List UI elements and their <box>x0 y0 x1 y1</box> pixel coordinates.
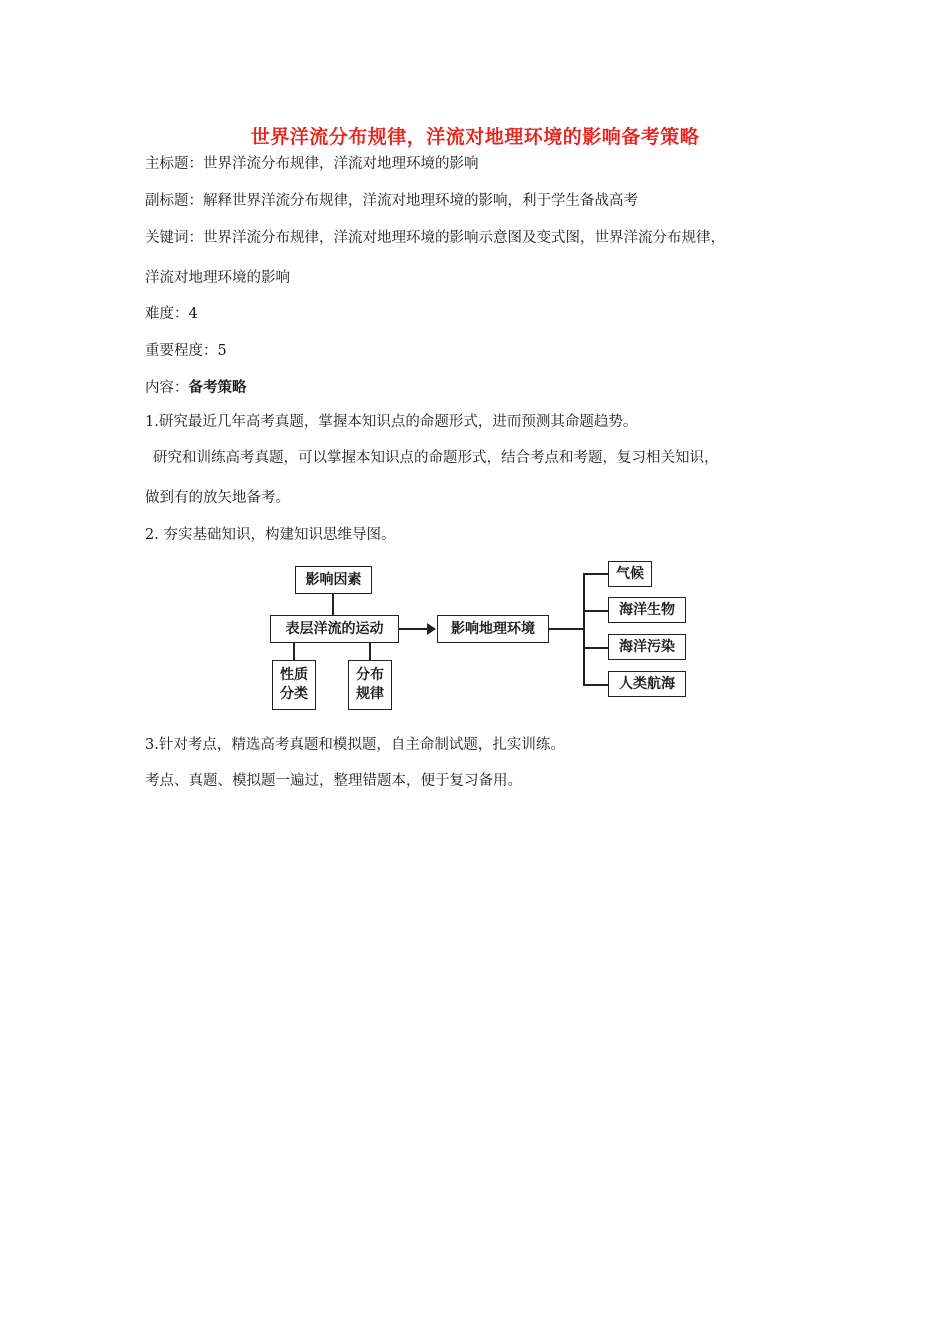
connector-line <box>369 643 371 660</box>
section-1-body-line-1: 研究和训练高考真题，可以掌握本知识点的命题形式，结合考点和考题，复习相关知识， <box>153 450 719 466</box>
distribution-label-line-2: 规律 <box>356 686 384 702</box>
factors-box: 影响因素 <box>295 566 372 594</box>
nature-label-line-1: 性质 <box>280 667 308 683</box>
subtitle-line: 副标题：解释世界洋流分布规律，洋流对地理环境的影响，利于学生备战高考 <box>145 193 638 209</box>
main-title-line: 主标题：世界洋流分布规律，洋流对地理环境的影响 <box>145 156 479 172</box>
arrow-head-icon <box>427 623 437 635</box>
connector-line <box>583 684 608 686</box>
difficulty-line: 难度：4 <box>145 306 198 322</box>
influence-box: 影响地理环境 <box>437 615 549 643</box>
connector-line <box>583 647 608 649</box>
content-value: 备考策略 <box>188 380 247 396</box>
connector-line <box>293 643 295 660</box>
bracket-line <box>583 573 585 685</box>
section-3-heading: 3.针对考点，精选高考真题和模拟题，自主命制试题，扎实训练。 <box>145 737 565 753</box>
distribution-law-box <box>348 660 392 710</box>
content-line <box>145 376 247 397</box>
keywords-line-1: 关键词：世界洋流分布规律，洋流对地理环境的影响示意图及变式图，世界洋流分布规律， <box>145 230 725 246</box>
section-1-body-line-2: 做到有的放矢地备考。 <box>145 490 290 506</box>
surface-currents-box: 表层洋流的运动 <box>270 615 399 643</box>
nature-classification-box <box>272 660 316 710</box>
importance-line: 重要程度：5 <box>145 343 227 359</box>
arrow-line <box>399 628 429 630</box>
connector-line <box>583 573 608 575</box>
climate-box: 气候 <box>608 561 652 587</box>
nature-label-line-2: 分类 <box>280 686 308 702</box>
marine-pollution-box: 海洋污染 <box>608 634 686 660</box>
section-1-heading: 1.研究最近几年高考真题，掌握本知识点的命题形式，进而预测其命题趋势。 <box>145 414 638 430</box>
navigation-box: 人类航海 <box>608 671 686 697</box>
marine-life-box: 海洋生物 <box>608 597 686 623</box>
connector-line <box>583 610 608 612</box>
connector-line <box>549 628 583 630</box>
content-label: 内容： <box>145 380 189 396</box>
connector-line <box>332 594 334 615</box>
section-2-heading: 2. 夯实基础知识，构建知识思维导图。 <box>145 527 396 543</box>
keywords-line-2: 洋流对地理环境的影响 <box>145 270 290 286</box>
section-3-body: 考点、真题、模拟题一遍过，整理错题本，便于复习备用。 <box>145 773 522 789</box>
distribution-label-line-1: 分布 <box>356 667 384 683</box>
document-title: 世界洋流分布规律，洋流对地理环境的影响备考策略 <box>250 126 700 148</box>
